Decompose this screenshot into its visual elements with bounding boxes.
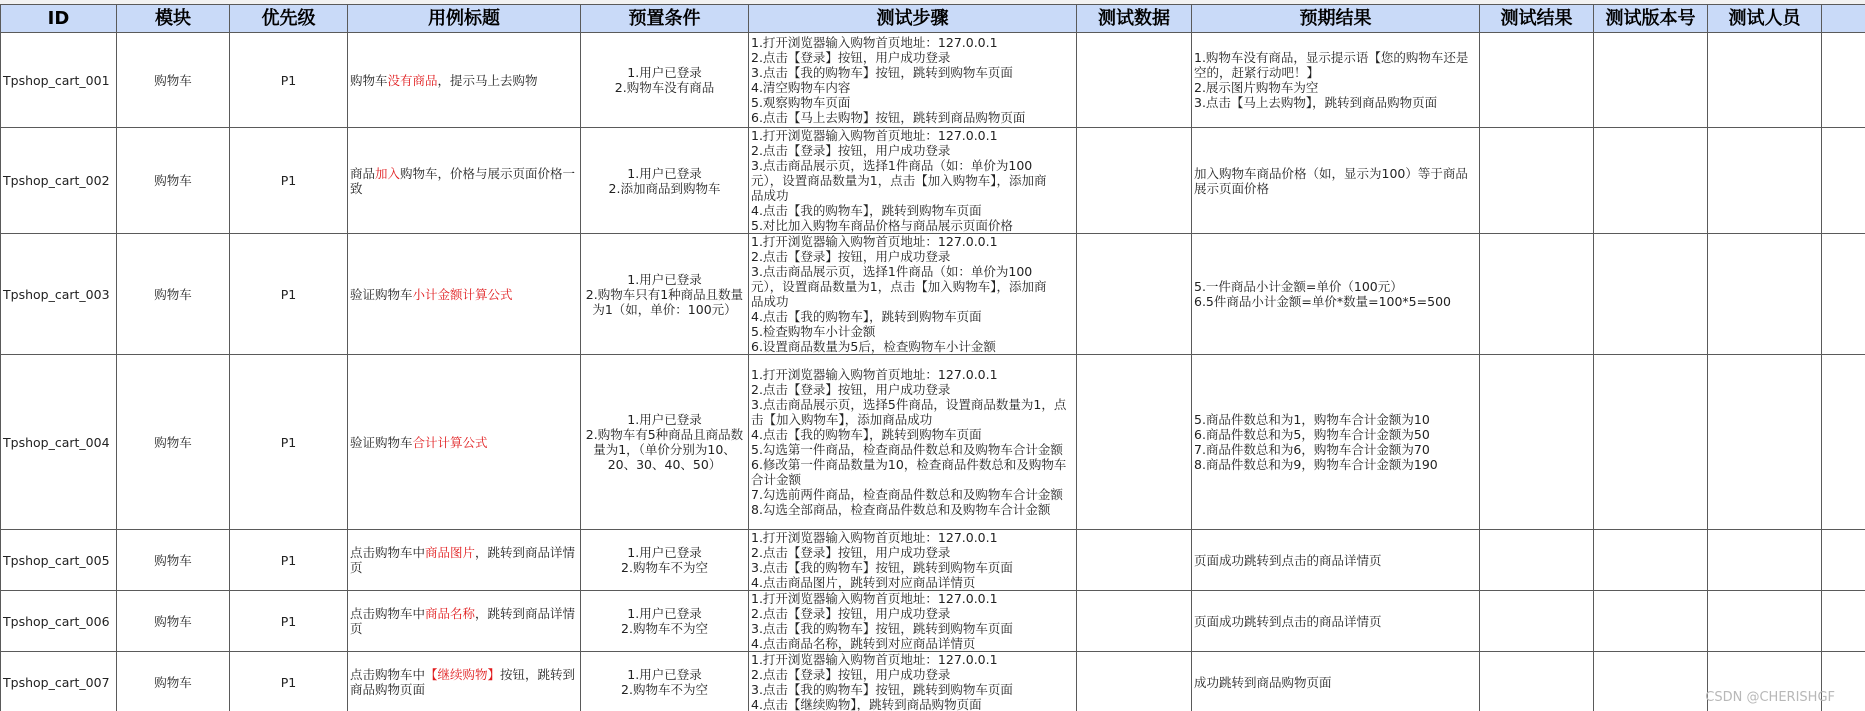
expected-line: 7.商品件数总和为6，购物车合计金额为70: [1194, 442, 1430, 457]
cell-extra[interactable]: [1822, 234, 1865, 355]
header-tester[interactable]: 测试人员: [1708, 5, 1822, 33]
cell-version[interactable]: [1594, 33, 1708, 128]
step-line: 4.点击【我的购物车】，跳转到购物车页面: [751, 309, 982, 324]
cell-result[interactable]: [1480, 530, 1594, 591]
cell-module[interactable]: 购物车: [117, 33, 230, 128]
cell-tester[interactable]: [1708, 128, 1822, 234]
cell-expected[interactable]: [1192, 652, 1480, 711]
cell-result[interactable]: [1480, 33, 1594, 128]
step-line: 元），设置商品数量为1，点击【加入购物车】，添加商: [751, 279, 1047, 294]
cell-tester[interactable]: [1708, 355, 1822, 530]
expected-line: 3.点击【马上去购物】，跳转到商品购物页面: [1194, 95, 1438, 110]
header-module[interactable]: 模块: [117, 5, 230, 33]
step-line: 1.打开浏览器输入购物首页地址：127.0.0.1: [751, 35, 998, 50]
table-row: [1, 355, 1865, 530]
cell-id[interactable]: Tpshop_cart_004: [1, 355, 117, 530]
cell-module[interactable]: 购物车: [117, 128, 230, 234]
step-line: 2.点击【登录】按钮，用户成功登录: [751, 606, 951, 621]
step-line: 4.点击【我的购物车】，跳转到购物车页面: [751, 427, 982, 442]
cell-title[interactable]: [348, 591, 581, 652]
cell-version[interactable]: [1594, 128, 1708, 234]
cell-title[interactable]: [348, 33, 581, 128]
step-line: 5.勾选第一件商品，检查商品件数总和及购物车合计金额: [751, 442, 1063, 457]
header-title[interactable]: 用例标题: [348, 5, 581, 33]
cell-tester[interactable]: [1708, 530, 1822, 591]
step-line: 合计金额: [751, 472, 802, 487]
test-case-table: [0, 4, 1865, 711]
step-line: 3.点击商品展示页，选择5件商品，设置商品数量为1，点: [751, 397, 1067, 412]
cell-tester[interactable]: [1708, 33, 1822, 128]
cell-priority[interactable]: P1: [230, 652, 348, 711]
step-line: 3.点击商品展示页，选择1件商品（如：单价为100: [751, 158, 1033, 173]
title-text: 点击购物车中: [350, 667, 426, 682]
step-line: 击【加入购物车】，添加商品成功: [751, 412, 933, 427]
cell-result[interactable]: [1480, 355, 1594, 530]
title-text: 按钮，跳转到商品购物页面: [350, 667, 576, 697]
expected-line: 成功跳转到商品购物页面: [1194, 674, 1332, 690]
cell-steps[interactable]: [749, 591, 1077, 652]
step-line: 1.打开浏览器输入购物首页地址：127.0.0.1: [751, 591, 998, 606]
title-highlight: 【继续购物】: [425, 667, 501, 682]
expected-line: 1.购物车没有商品，显示提示语【您的购物车还是空的，赶紧行动吧！】: [1194, 50, 1469, 80]
cell-expected[interactable]: [1192, 591, 1480, 652]
cell-precondition[interactable]: [581, 591, 749, 652]
table-row: [1, 530, 1865, 591]
cell-tester[interactable]: [1708, 591, 1822, 652]
title-highlight: 没有商品: [387, 72, 438, 88]
step-line: 1.打开浏览器输入购物首页地址：127.0.0.1: [751, 234, 998, 249]
cell-result[interactable]: [1480, 128, 1594, 234]
header-steps[interactable]: 测试步骤: [749, 5, 1077, 33]
step-line: 1.打开浏览器输入购物首页地址：127.0.0.1: [751, 652, 998, 667]
step-line: 3.点击商品展示页，选择1件商品（如：单价为100: [751, 264, 1033, 279]
step-line: 4.点击【继续购物】，跳转到商品购物页面: [751, 697, 982, 711]
table-row: [1, 652, 1865, 711]
step-line: 3.点击【我的购物车】按钮，跳转到购物车页面: [751, 682, 1013, 697]
title-text: 验证购物车: [350, 286, 413, 302]
step-line: 2.点击【登录】按钮，用户成功登录: [751, 667, 951, 682]
step-line: 6.修改第一件商品数量为10，检查商品件数总和及购物车: [751, 457, 1067, 472]
step-line: 1.打开浏览器输入购物首页地址：127.0.0.1: [751, 128, 998, 143]
step-line: 5.检查购物车小计金额: [751, 324, 876, 339]
precondition-line: 2.购物车不为空: [621, 621, 708, 636]
expected-line: 6.商品件数总和为5，购物车合计金额为50: [1194, 427, 1430, 442]
cell-test-data[interactable]: [1077, 652, 1192, 711]
cell-version[interactable]: [1594, 234, 1708, 355]
watermark: CSDN @CHERISHGF: [1705, 690, 1835, 705]
cell-expected[interactable]: [1192, 355, 1480, 530]
expected-line: 6.5件商品小计金额=单价*数量=100*5=500: [1194, 294, 1451, 309]
cell-test-data[interactable]: [1077, 591, 1192, 652]
precondition-line: 1.用户已登录: [627, 412, 702, 427]
header-priority[interactable]: 优先级: [230, 5, 348, 33]
title-highlight: 商品图片: [425, 545, 476, 560]
cell-test-data[interactable]: [1077, 355, 1192, 530]
table-row: [1, 234, 1865, 355]
header-version[interactable]: 测试版本号: [1594, 5, 1708, 33]
cell-precondition[interactable]: [581, 652, 749, 711]
cell-id[interactable]: Tpshop_cart_002: [1, 128, 117, 234]
cell-result[interactable]: [1480, 234, 1594, 355]
title-text: 验证购物车: [350, 434, 413, 450]
cell-tester[interactable]: [1708, 234, 1822, 355]
precondition-line: 1.用户已登录: [627, 165, 702, 181]
cell-steps[interactable]: [749, 530, 1077, 591]
step-line: 4.清空购物车内容: [751, 80, 851, 95]
header-id[interactable]: ID: [1, 5, 117, 33]
expected-line: 8.商品件数总和为9，购物车合计金额为190: [1194, 457, 1438, 472]
precondition-line: 1.用户已登录: [627, 65, 702, 80]
cell-precondition[interactable]: [581, 355, 749, 530]
step-line: 5.对比加入购物车商品价格与商品展示页面价格: [751, 218, 1013, 233]
cell-priority[interactable]: P1: [230, 530, 348, 591]
cell-test-data[interactable]: [1077, 33, 1192, 128]
cell-steps[interactable]: [749, 234, 1077, 355]
cell-version[interactable]: [1594, 355, 1708, 530]
cell-title[interactable]: [348, 355, 581, 530]
table-row: [1, 591, 1865, 652]
step-line: 4.点击【我的购物车】，跳转到购物车页面: [751, 203, 982, 218]
cell-module[interactable]: 购物车: [117, 234, 230, 355]
cell-precondition[interactable]: [581, 530, 749, 591]
step-line: 2.点击【登录】按钮，用户成功登录: [751, 143, 951, 158]
title-highlight: 商品名称: [425, 606, 476, 621]
cell-test-data[interactable]: [1077, 530, 1192, 591]
title-text: 点击购物车中: [350, 545, 426, 560]
header-expected[interactable]: 预期结果: [1192, 5, 1480, 33]
title-text: 商品: [350, 165, 376, 181]
cell-steps[interactable]: [749, 652, 1077, 711]
header-test-data[interactable]: 测试数据: [1077, 5, 1192, 33]
cell-expected[interactable]: [1192, 128, 1480, 234]
cell-version[interactable]: [1594, 530, 1708, 591]
cell-extra[interactable]: [1822, 33, 1865, 128]
step-line: 4.点击商品图片，跳转到对应商品详情页: [751, 575, 976, 590]
step-line: 6.设置商品数量为5后，检查购物车小计金额: [751, 339, 996, 354]
cell-id[interactable]: Tpshop_cart_003: [1, 234, 117, 355]
step-line: 3.点击【我的购物车】按钮，跳转到购物车页面: [751, 560, 1013, 575]
step-line: 7.勾选前两件商品，检查商品件数总和及购物车合计金额: [751, 487, 1063, 502]
cell-module[interactable]: 购物车: [117, 355, 230, 530]
step-line: 品成功: [751, 188, 789, 203]
step-line: 8.勾选全部商品，检查商品件数总和及购物车合计金额: [751, 502, 1051, 517]
precondition-line: 2.购物车只有1种商品且数量为1（如，单价：100元）: [585, 286, 744, 317]
cell-id[interactable]: Tpshop_cart_007: [1, 652, 117, 711]
precondition-line: 2.购物车有5种商品且商品数量为1，（单价分别为10、20、30、40、50）: [585, 427, 744, 472]
expected-line: 页面成功跳转到点击的商品详情页: [1194, 552, 1382, 568]
cell-expected[interactable]: [1192, 234, 1480, 355]
cell-result[interactable]: [1480, 652, 1594, 711]
table-row: [1, 128, 1865, 234]
cell-test-data[interactable]: [1077, 128, 1192, 234]
step-line: 2.点击【登录】按钮，用户成功登录: [751, 545, 951, 560]
precondition-line: 2.购物车不为空: [621, 682, 708, 697]
cell-priority[interactable]: P1: [230, 33, 348, 128]
table-body: [1, 33, 1865, 711]
cell-priority[interactable]: P1: [230, 355, 348, 530]
cell-steps[interactable]: [749, 355, 1077, 530]
cell-module[interactable]: 购物车: [117, 652, 230, 711]
precondition-line: 2.购物车没有商品: [614, 80, 715, 95]
cell-precondition[interactable]: [581, 128, 749, 234]
cell-extra[interactable]: [1822, 355, 1865, 530]
step-line: 1.打开浏览器输入购物首页地址：127.0.0.1: [751, 367, 998, 382]
precondition-line: 2.添加商品到购物车: [608, 180, 721, 196]
precondition-line: 1.用户已登录: [627, 271, 702, 287]
cell-id[interactable]: Tpshop_cart_006: [1, 591, 117, 652]
cell-expected[interactable]: [1192, 33, 1480, 128]
title-text: 点击购物车中: [350, 606, 426, 621]
cell-title[interactable]: [348, 234, 581, 355]
title-text: ，提示马上去购物: [437, 72, 538, 88]
title-highlight: 加入: [375, 165, 401, 181]
cell-expected[interactable]: [1192, 530, 1480, 591]
title-text: ，跳转到商品详情页: [350, 606, 576, 636]
cell-title[interactable]: [348, 530, 581, 591]
cell-priority[interactable]: P1: [230, 591, 348, 652]
header-row: [1, 5, 1865, 33]
step-line: 5.观察购物车页面: [751, 95, 851, 110]
precondition-line: 1.用户已登录: [627, 606, 702, 621]
cell-title[interactable]: [348, 128, 581, 234]
precondition-line: 1.用户已登录: [627, 545, 702, 560]
header-extra[interactable]: [1822, 5, 1865, 33]
cell-id[interactable]: Tpshop_cart_001: [1, 33, 117, 128]
expected-line: 5.一件商品小计金额=单价（100元）: [1194, 279, 1403, 294]
expected-line: 2.展示图片购物车为空: [1194, 80, 1319, 95]
step-line: 1.打开浏览器输入购物首页地址：127.0.0.1: [751, 530, 998, 545]
step-line: 3.点击【我的购物车】按钮，跳转到购物车页面: [751, 621, 1013, 636]
cell-priority[interactable]: P1: [230, 128, 348, 234]
cell-test-data[interactable]: [1077, 234, 1192, 355]
step-line: 品成功: [751, 294, 789, 309]
precondition-line: 1.用户已登录: [627, 667, 702, 682]
step-line: 3.点击【我的购物车】按钮，跳转到购物车页面: [751, 65, 1013, 80]
header-result[interactable]: 测试结果: [1480, 5, 1594, 33]
step-line: 2.点击【登录】按钮，用户成功登录: [751, 50, 951, 65]
cell-result[interactable]: [1480, 591, 1594, 652]
cell-precondition[interactable]: [581, 33, 749, 128]
cell-title[interactable]: [348, 652, 581, 711]
expected-line: 页面成功跳转到点击的商品详情页: [1194, 613, 1382, 629]
cell-version[interactable]: [1594, 652, 1708, 711]
expected-line: 加入购物车商品价格（如，显示为100）等于商品展示页面价格: [1194, 165, 1468, 196]
header-precondition[interactable]: 预置条件: [581, 5, 749, 33]
cell-extra[interactable]: [1822, 128, 1865, 234]
cell-module[interactable]: 购物车: [117, 591, 230, 652]
expected-line: 5.商品件数总和为1，购物车合计金额为10: [1194, 412, 1430, 427]
step-line: 元），设置商品数量为1，点击【加入购物车】，添加商: [751, 173, 1047, 188]
cell-priority[interactable]: P1: [230, 234, 348, 355]
cell-version[interactable]: [1594, 591, 1708, 652]
title-text: 购物车: [350, 72, 388, 88]
cell-steps[interactable]: [749, 128, 1077, 234]
cell-extra[interactable]: [1822, 530, 1865, 591]
cell-id[interactable]: Tpshop_cart_005: [1, 530, 117, 591]
table-row: [1, 33, 1865, 128]
title-highlight: 小计金额计算公式: [412, 286, 513, 302]
cell-precondition[interactable]: [581, 234, 749, 355]
cell-extra[interactable]: [1822, 591, 1865, 652]
step-line: 2.点击【登录】按钮，用户成功登录: [751, 382, 951, 397]
title-text: 购物车，价格与展示页面价格一致: [350, 165, 576, 196]
precondition-line: 2.购物车不为空: [621, 560, 708, 575]
title-text: ，跳转到商品详情页: [350, 545, 576, 575]
title-highlight: 合计计算公式: [412, 434, 488, 450]
step-line: 2.点击【登录】按钮，用户成功登录: [751, 249, 951, 264]
step-line: 6.点击【马上去购物】按钮，跳转到商品购物页面: [751, 110, 1026, 125]
step-line: 4.点击商品名称，跳转到对应商品详情页: [751, 636, 976, 651]
cell-module[interactable]: 购物车: [117, 530, 230, 591]
cell-steps[interactable]: [749, 33, 1077, 128]
